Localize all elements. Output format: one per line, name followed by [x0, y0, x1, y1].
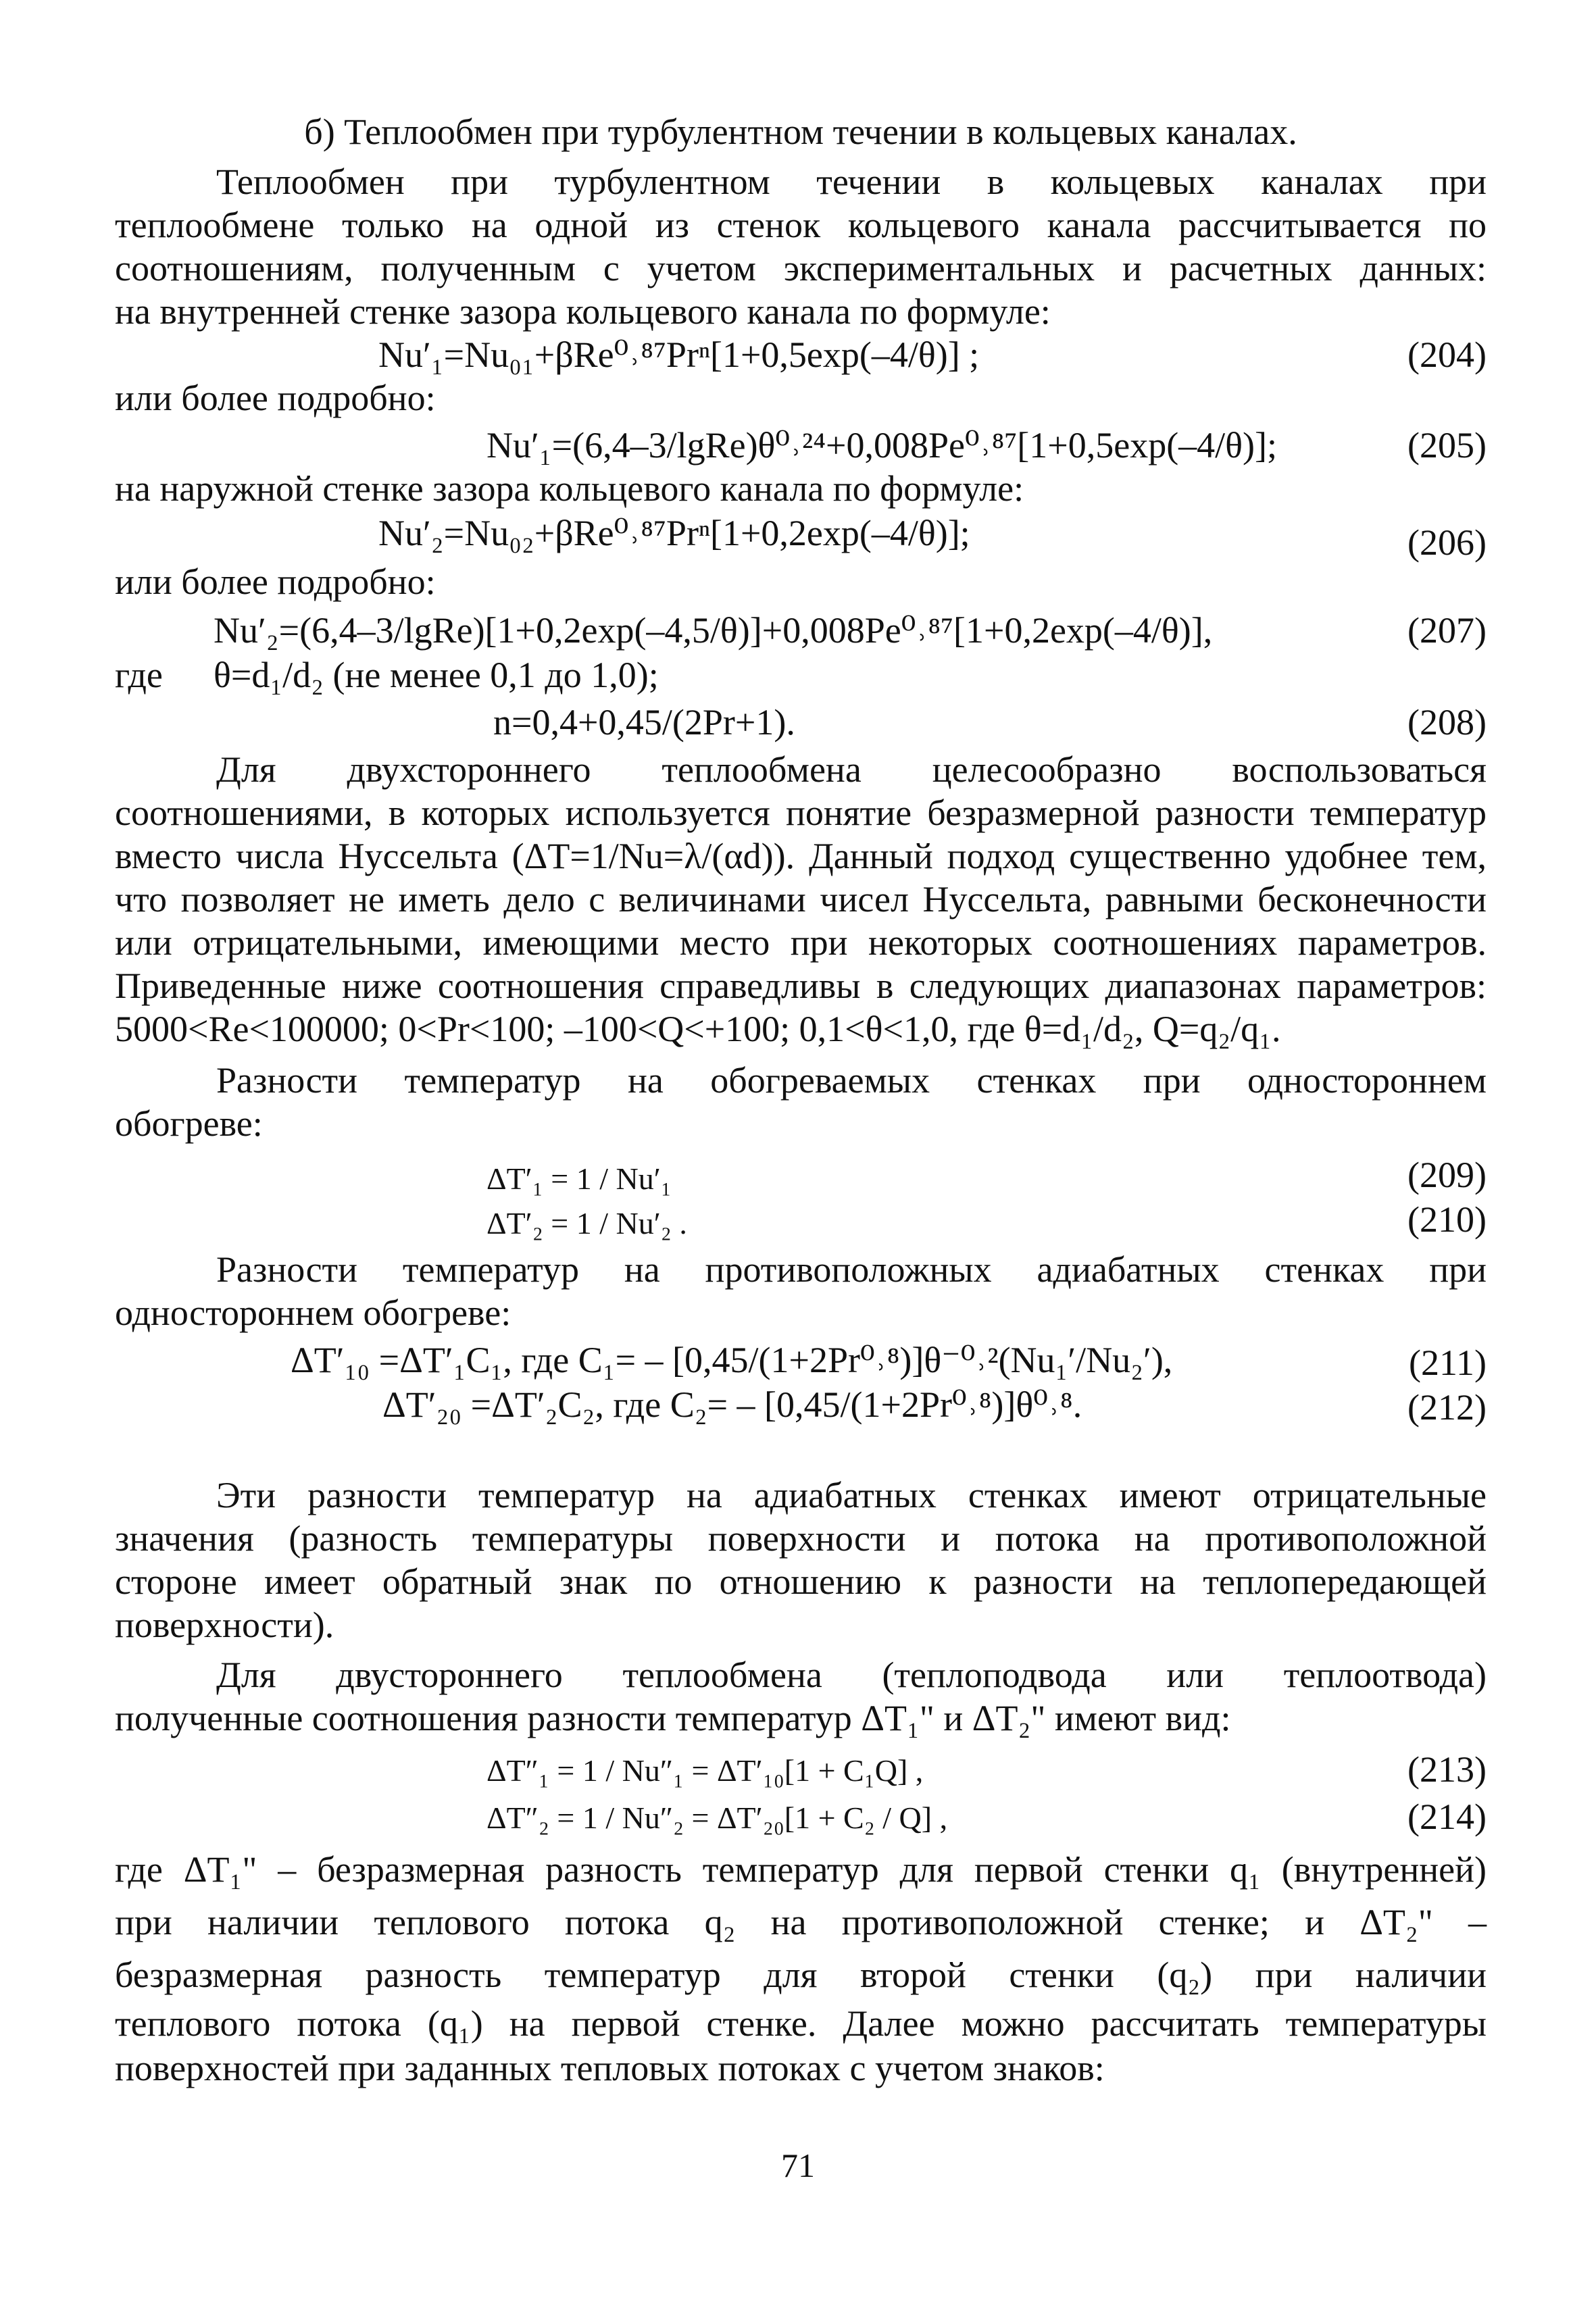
formula-number: (207) [1407, 610, 1487, 651]
formula-number: (206) [1407, 522, 1487, 563]
formula-211: ΔT′₁₀ =ΔT′₁C₁, где C₁= – [0,45/(1+2Pr⁰˒⁸)]θ⁻⁰˒²(Nu₁′/Nu₂′), [291, 1340, 1173, 1380]
formula-number: (210) [1407, 1199, 1487, 1240]
page-number: 71 [781, 2146, 815, 2184]
section-heading: б) Теплообмен при турбулентном течении в кольцевых каналах. [304, 111, 1297, 152]
paragraph-line: при наличии теплового потока q₂ на противоположной стенке; и ΔT₂" – [115, 1902, 1487, 1942]
paragraph-line: где ΔT₁" – безразмерная разность температур для первой стенки q₁ (внутренней) [115, 1849, 1487, 1890]
paragraph-line: 5000<Re<100000; 0<Pr<100; –100<Q<+100; 0,1<θ<1,0, где θ=d₁/d₂, Q=q₂/q₁. [115, 1009, 1281, 1049]
formula-214: ΔT″₂ = 1 / Nu″₂ = ΔT′₂₀[1 + C₂ / Q] , [487, 1801, 948, 1835]
paragraph-line: Разности температур на противоположных адиабатных стенках при [216, 1249, 1487, 1290]
paragraph-line: стороне имеет обратный знак по отношению к разности на теплопередающей [115, 1561, 1487, 1602]
formula-number: (209) [1407, 1155, 1487, 1195]
formula-212: ΔT′₂₀ =ΔT′₂C₂, где C₂= – [0,45/(1+2Pr⁰˒⁸)]θ⁰˒⁸. [382, 1384, 1082, 1425]
paragraph-line: или отрицательными, имеющими место при некоторых соотношениях параметров. [115, 922, 1487, 963]
formula-213: ΔT″₁ = 1 / Nu″₁ = ΔT′₁₀[1 + C₁Q] , [487, 1753, 924, 1788]
formula-number: (204) [1407, 334, 1487, 375]
paragraph-line: Для двухстороннего теплообмена целесообразно воспользоваться [216, 749, 1487, 790]
paragraph-line: Теплообмен при турбулентном течении в кольцевых каналах при [216, 161, 1487, 202]
formula-209: ΔT′₁ = 1 / Nu′₁ [487, 1161, 672, 1196]
paragraph-line: поверхностей при заданных тепловых потоках с учетом знаков: [115, 2048, 1105, 2088]
paragraph-line: поверхности). [115, 1605, 334, 1645]
paragraph-line: теплового потока (q₁) на первой стенке. Далее можно рассчитать температуры [115, 2003, 1487, 2044]
paragraph-line: соотношениями, в которых используется понятие безразмерной разности температур [115, 793, 1487, 833]
paragraph-line: или более подробно: [115, 378, 436, 418]
formula-number: (208) [1407, 702, 1487, 743]
paragraph-line: соотношениям, полученным с учетом экспериментальных и расчетных данных: [115, 248, 1487, 288]
formula-205: Nu′₁=(6,4–3/lgRe)θ⁰˒²⁴+0,008Pe⁰˒⁸⁷[1+0,5exp(–4/θ)]; [487, 425, 1278, 466]
formula-210: ΔT′₂ = 1 / Nu′₂ . [487, 1206, 687, 1240]
formula-206: Nu′₂=Nu₀₂+βRe⁰˒⁸⁷Prⁿ[1+0,2exp(–4/θ)]; [378, 513, 970, 553]
paragraph-line: вместо числа Нуссельта (ΔT=1/Nu=λ/(αd)). Данный подход существенно удобнее тем, [115, 836, 1487, 876]
paragraph-line: на внутренней стенке зазора кольцевого канала по формуле: [115, 291, 1051, 332]
formula-number: (212) [1407, 1387, 1487, 1428]
formula-number: (213) [1407, 1749, 1487, 1790]
formula-204: Nu′₁=Nu₀₁+βRe⁰˒⁸⁷Prⁿ[1+0,5exp(–4/θ)] ; [378, 334, 980, 375]
paragraph-line: значения (разность температуры поверхности и потока на противоположной [115, 1518, 1487, 1559]
formula-208: n=0,4+0,45/(2Pr+1). [493, 702, 795, 743]
paragraph-line: одностороннем обогреве: [115, 1292, 512, 1333]
formula-number: (211) [1409, 1342, 1487, 1383]
paragraph-line: что позволяет не иметь дело с величинами чисел Нуссельта, равными бесконечности [115, 879, 1487, 920]
paragraph-line: или более подробно: [115, 561, 436, 602]
formula-207: Nu′₂=(6,4–3/lgRe)[1+0,2exp(–4,5/θ)]+0,008Pe⁰˒⁸⁷[1+0,2exp(–4/θ)], [214, 610, 1213, 651]
paragraph-line: Эти разности температур на адиабатных стенках имеют отрицательные [216, 1475, 1487, 1515]
paragraph-line: полученные соотношения разности температур ΔT₁" и ΔT₂" имеют вид: [115, 1698, 1231, 1738]
paragraph-line: Разности температур на обогреваемых стенках при одностороннем [216, 1060, 1487, 1101]
paragraph-line: безразмерная разность температур для второй стенки (q₂) при наличии [115, 1955, 1487, 1995]
theta-definition: θ=d₁/d₂ (не менее 0,1 до 1,0); [214, 655, 659, 695]
where-label: где [115, 655, 163, 695]
paragraph-line: теплообмене только на одной из стенок кольцевого канала рассчитывается по [115, 205, 1487, 245]
paragraph-line: на наружной стенке зазора кольцевого канала по формуле: [115, 468, 1024, 509]
paragraph-line: обогреве: [115, 1103, 263, 1144]
formula-number: (214) [1407, 1796, 1487, 1837]
paragraph-line: Приведенные ниже соотношения справедливы в следующих диапазонах параметров: [115, 965, 1487, 1006]
formula-number: (205) [1407, 425, 1487, 466]
paragraph-line: Для двустороннего теплообмена (теплоподвода или теплоотвода) [216, 1655, 1487, 1695]
